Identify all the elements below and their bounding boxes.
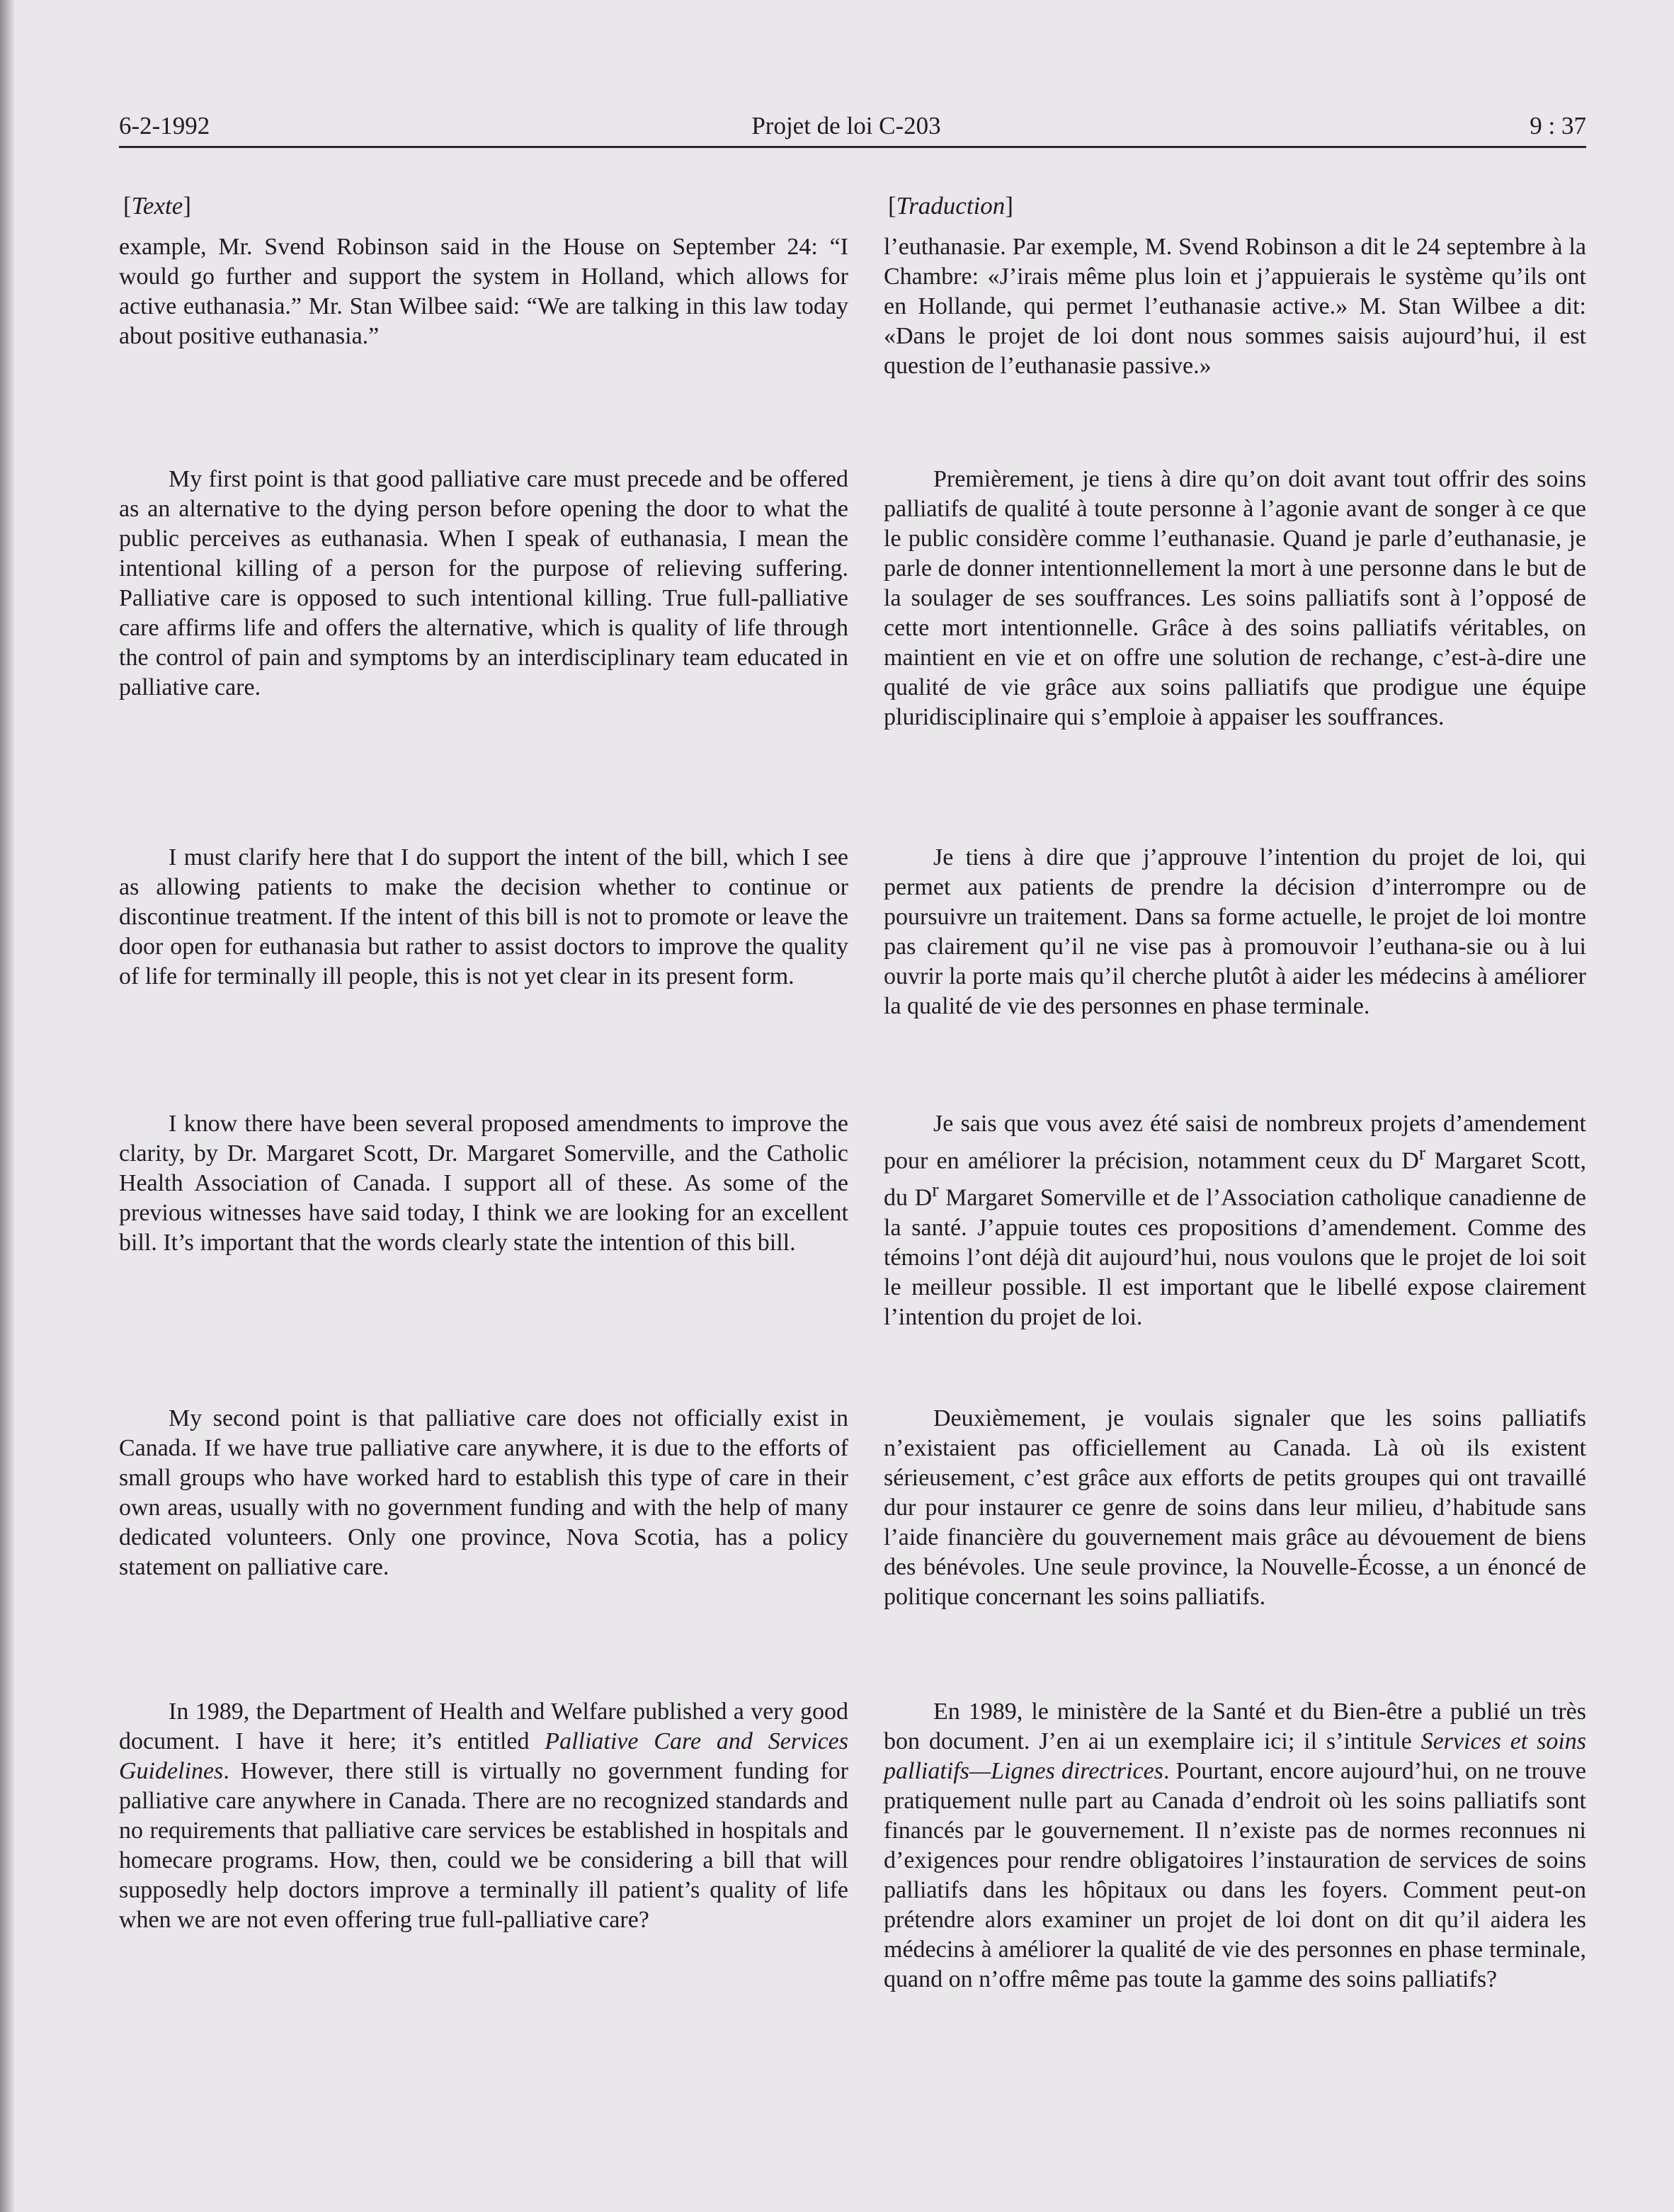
binding-edge-shadow [0, 0, 16, 2212]
paragraph: example, Mr. Svend Robinson said in the House on September 24: “I would go further and support the system in Holland, which allows for active euthanasia.” Mr. Stan Wilbee said: “We are talking in this law today about positive euthanasia.” [119, 234, 848, 349]
paragraph: I know there have been several proposed amendments to improve the clarity, by Dr. Margaret Scott, Dr. Margaret Somerville, and the Catholic Health Association of Canada. I support all of these. As some of the previous witnesses have said today, I think we are looking for an excellent bill. It’s important that the words clearly state the intention of this bill. [119, 1111, 848, 1256]
paragraph: Premièrement, je tiens à dire qu’on doit avant tout offrir des soins palliatifs de qualité à toute personne à l’agonie avant de songer à ce que le public considère comme l’euthanasie. Quand je parle d’euthanasie, je parle de donner intentionnellement la mort à une personne dans le but de la soulager de ses souffrances. Les soins palliatifs sont à l’opposé de cette mort intentionnelle. Grâce à des soins palliatifs véritables, on maintient en vie et on offre une solution de rechange, c’est-à-dire une qualité de vie grâce aux soins palliatifs que prodigue une équipe pluridisciplinaire qui s’emploie à appaiser les souffrances. [884, 466, 1586, 730]
paragraph: My first point is that good palliative care must precede and be offered as an alternative to the dying person before opening the door to what the public perceives as euthanasia. When I speak of euthanasia, I mean the intentional killing of a person for the purpose of relieving suffering. Palliative care is opposed to such intentional killing. True full-palliative care affirms life and offers the alternative, which is quality of life through the control of pain and symptoms by an interdisciplinary team educated in palliative care. [119, 466, 848, 701]
paragraph: I must clarify here that I do support the intent of the bill, which I see as allowing patients to make the decision whether to continue or discontinue treatment. If the intent of this bill is not to promote or leave the door open for euthanasia but rather to assist doctors to improve the quality of life for terminally ill people, this is not yet clear in its present form. [119, 844, 848, 989]
paragraph: In 1989, the Department of Health and Welfare published a very good document. I have it here; it’s entitled Palliative Care and Services Guidelines. However, there still is virtually no government funding for palliative care anywhere in Canada. There are no recognized standards and no requirements that palliative care services be established in hospitals and homecare programs. How, then, could we be considering a bill that will supposedly help doctors improve a terminally ill patient’s quality of life when we are not even offering true full-palliative care? [119, 1698, 848, 1933]
document-page [106, 106, 1587, 1992]
paragraph: Je sais que vous avez été saisi de nombreux projets d’amendement pour en améliorer la précision, notamment ceux du $D^r$ Margaret Scott, du $D^r$ Margaret Somerville et de l’Association catholique canadienne de la santé. J’appuie toutes ces propositions d’amendement. Comme des témoins l’ont déjà dit aujourd’hui, nous voulons que le projet de loi soit le meilleur possible. Il est important que le libellé expose clairement l’intention du projet de loi. [884, 1111, 1586, 1330]
paragraph: Je tiens à dire que j’approuve l’intention du projet de loi, qui permet aux patients de prendre la décision d’interrompre ou de poursuivre un traitement. Dans sa forme actuelle, le projet de loi montre pas clairement qu’il ne vise pas à promouvoir l’euthana-sie ou à lui ouvrir la porte mais qu’il cherche plutôt à aider les médecins à améliorer la qualité de vie des personnes en phase terminale. [884, 844, 1586, 1019]
paragraph: l’euthanasie. Par exemple, M. Svend Robinson a dit le 24 septembre à la Chambre: «J’irais même plus loin et j’appuierais le système qu’ils ont en Hollande, qui permet l’euthanasie active.» M. Stan Wilbee a dit: «Dans le projet de loi dont nous sommes saisis aujourd’hui, il est question de l’euthanasie passive.» [884, 234, 1586, 379]
page-header [106, 106, 1586, 146]
paragraph: Deuxièmement, je voulais signaler que les soins palliatifs n’existaient pas officiellement au Canada. Là où ils existent sérieusement, c’est grâce aux efforts de petits groupes qui ont travaillé dur pour instaurer ce genre de soins dans leur milieu, d’habitude sans l’aide financière du gouvernement mais grâce au dévouement de biens des bénévoles. Une seule province, la Nouvelle-Écosse, a un énoncé de politique concernant les soins palliatifs. [884, 1405, 1586, 1610]
english-column [119, 191, 848, 1933]
paragraph: En 1989, le ministère de la Santé et du Bien-être a publié un très bon document. J’en ai un exemplaire ici; il s’intitule Services et soins palliatifs—Lignes directrices. Pourtant, encore aujourd’hui, on ne trouve pratiquement nulle part au Canada d’endroit où les soins palliatifs sont financés par le gouvernement. Il n’existe pas de normes reconnues ni d’exigences pour rendre obligatoires l’instauration de services de soins palliatifs dans les hôpitaux ou dans les foyers. Comment peut-on prétendre alors examiner un projet de loi dont on dit qu’il aidera les médecins à améliorer la qualité de vie des personnes en phase terminale, quand on n’offre même pas toute la gamme des soins palliatifs? [884, 1698, 1587, 1992]
column-tag-traduction: [Traduction] [888, 192, 1013, 220]
paragraph: My second point is that palliative care does not officially exist in Canada. If we have true palliative care anywhere, it is due to the efforts of small groups who have worked hard to establish this type of care in their own areas, usually with no government funding and with the help of many dedicated volunteers. Only one province, Nova Scotia, has a policy statement on palliative care. [119, 1405, 848, 1580]
column-tag-texte: [Texte] [123, 192, 191, 220]
header-page-number: 9 : 37 [1530, 112, 1586, 140]
header-rule [119, 146, 1586, 148]
french-column [884, 191, 1587, 1992]
header-date: 6-2-1992 [119, 112, 210, 140]
document-title-italic: Services et soins palliatifs—Lignes directrices [884, 1728, 1587, 1784]
header-title: Projet de loi C-203 [751, 112, 941, 140]
document-title-italic: Palliative Care and Services Guidelines [119, 1728, 848, 1784]
